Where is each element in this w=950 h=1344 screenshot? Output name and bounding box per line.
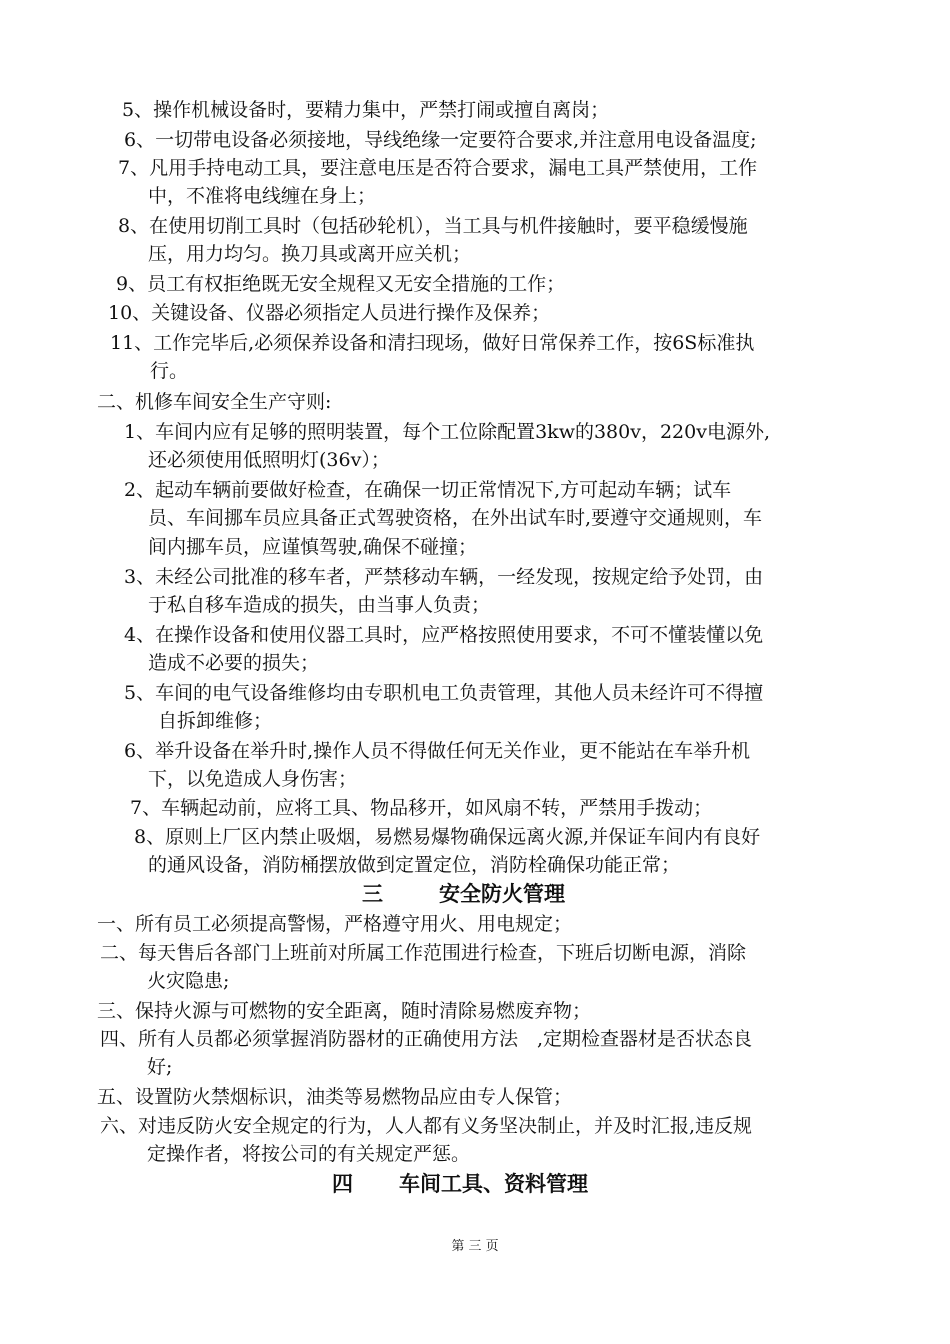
rule-8-line-2: 压，用力均匀。换刀具或离开应关机； [148, 243, 472, 265]
shop-rule-8-line-2: 的通风设备，消防桶摆放做到定置定位，消防栓确保功能正常； [148, 854, 681, 876]
fire-safety-heading [362, 881, 565, 907]
shop-rule-2-line-2: 员、车间挪车员应具备正式驾驶资格，在外出试车时,要遵守交通规则，车 [148, 507, 763, 529]
rule-8-line-1: 8、在使用切削工具时（包括砂轮机），当工具与机件接触时，要平稳缓慢施 [118, 215, 748, 237]
fire-rule-6-line-1: 六、对违反防火安全规定的行为，人人都有义务坚决制止，并及时汇报,违反规 [100, 1115, 753, 1137]
shop-rule-2-line-3: 间内挪车员，应谨慎驾驶,确保不碰撞； [148, 536, 478, 558]
section-number: 三 [362, 882, 383, 906]
fire-rule-6-line-2: 定操作者，将按公司的有关规定严惩。 [147, 1143, 471, 1165]
fire-rule-1-line-1: 一、所有员工必须提高警惕，严格遵守用火、用电规定； [97, 913, 573, 935]
shop-rule-8-line-1: 8、原则上厂区内禁止吸烟，易燃易爆物确保远离火源,并保证车间内有良好 [134, 826, 761, 848]
shop-rule-3-line-1: 3、未经公司批准的移车者，严禁移动车辆，一经发现，按规定给予处罚，由 [124, 566, 764, 588]
rule-7-line-1: 7、凡用手持电动工具，要注意电压是否符合要求，漏电工具严禁使用，工作 [118, 157, 758, 179]
shop-rule-7-line-1: 7、车辆起动前，应将工具、物品移开，如风扇不转，严禁用手拨动； [130, 797, 713, 819]
rule-7-line-2: 中，不准将电线缠在身上； [148, 185, 377, 207]
section-number: 四 [332, 1172, 353, 1196]
fire-rule-3-line-1: 三、保持火源与可燃物的安全距离，随时清除易燃废弃物； [97, 1000, 592, 1022]
tools-heading [332, 1171, 588, 1197]
shop-rule-4-line-2: 造成不必要的损失； [148, 652, 320, 674]
shop-rule-6-line-1: 6、举升设备在举升时,操作人员不得做任何无关作业，更不能站在车举升机 [124, 740, 751, 762]
shop-rule-2-line-1: 2、起动车辆前要做好检查，在确保一切正常情况下,方可起动车辆；试车 [124, 479, 732, 501]
fire-rule-2-line-1: 二、每天售后各部门上班前对所属工作范围进行检查，下班后切断电源，消除 [100, 942, 747, 964]
rule-9-line-1: 9、员工有权拒绝既无安全规程又无安全措施的工作； [116, 273, 566, 295]
rule-10-line-1: 10、关键设备、仪器必须指定人员进行操作及保养； [108, 302, 551, 324]
fire-rule-2-line-2: 火灾隐患; [147, 970, 230, 992]
section-title: 二、机修车间安全生产守则: [97, 391, 332, 413]
shop-rule-6-line-2: 下，以免造成人身伤害； [148, 768, 358, 790]
rule-11-line-2: 行。 [150, 360, 189, 382]
fire-rule-4-line-1: 四、所有人员都必须掌握消防器材的正确使用方法 ,定期检查器材是否状态良 [100, 1028, 753, 1050]
shop-rule-4-line-1: 4、在操作设备和使用仪器工具时，应严格按照使用要求，不可不懂装懂以免 [124, 624, 764, 646]
section-title: 安全防火管理 [439, 882, 565, 906]
shop-rule-3-line-2: 于私自移车造成的损失，由当事人负责； [148, 594, 491, 616]
rule-11-line-1: 11、工作完毕后,必须保养设备和清扫现场，做好日常保养工作，按6S标准执 [110, 332, 755, 354]
shop-rule-1-line-2: 还必须使用低照明灯(36v）； [148, 449, 390, 471]
rule-5-line-1: 5、操作机械设备时，要精力集中，严禁打闹或擅自离岗； [122, 99, 610, 121]
page-number: 第 三 页 [451, 1239, 499, 1254]
fire-rule-5-line-1: 五、设置防火禁烟标识，油类等易燃物品应由专人保管； [97, 1086, 573, 1108]
section-title: 车间工具、资料管理 [399, 1172, 588, 1196]
shop-rule-5-line-2: 自拆卸维修； [158, 710, 273, 732]
rule-6-line-1: 6、一切带电设备必须接地，导线绝缘一定要符合要求,并注意用电设备温度; [124, 129, 757, 151]
shop-rule-1-line-1: 1、车间内应有足够的照明装置，每个工位除配置3kw的380v，220v电源外, [124, 421, 770, 443]
fire-rule-4-line-2: 好; [147, 1056, 173, 1078]
shop-rule-5-line-1: 5、车间的电气设备维修均由专职机电工负责管理，其他人员未经许可不得擅 [124, 682, 764, 704]
